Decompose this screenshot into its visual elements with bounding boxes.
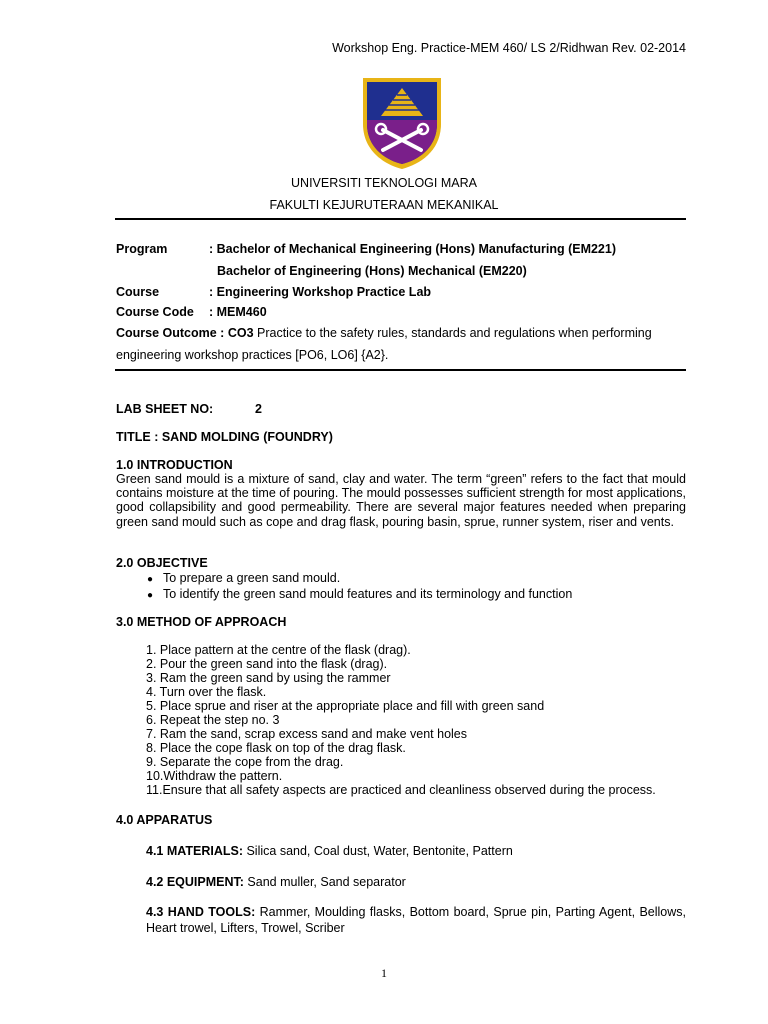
top-divider [115, 218, 686, 220]
document-header-reference: Workshop Eng. Practice-MEM 460/ LS 2/Ridhwan Rev. 02-2014 [332, 41, 686, 55]
materials-label: 4.1 MATERIALS: [146, 844, 243, 858]
program-label: Program [116, 242, 168, 256]
lab-title: TITLE : SAND MOLDING (FOUNDRY) [116, 430, 333, 444]
method-step: 1. Place pattern at the centre of the flask (drag). [146, 643, 411, 657]
course-value: : Engineering Workshop Practice Lab [209, 285, 432, 299]
course-outcome-text-continued: engineering workshop practices [PO6, LO6] {A2}. [116, 348, 389, 362]
equipment-line [146, 874, 686, 890]
hand-tools-label: 4.3 HAND TOOLS: [146, 905, 256, 919]
course-outcome-line [116, 326, 686, 340]
hand-tools-line [146, 904, 686, 936]
program-value-2: Bachelor of Engineering (Hons) Mechanical (EM220) [217, 264, 527, 278]
program-value-1: : Bachelor of Mechanical Engineering (Hons) Manufacturing (EM221) [209, 242, 616, 256]
method-step: 5. Place sprue and riser at the appropriate place and fill with green sand [146, 699, 545, 713]
objective-item-1: To prepare a green sand mould. [163, 571, 341, 585]
method-step: 11.Ensure that all safety aspects are practiced and cleanliness observed during the process. [146, 783, 656, 797]
bullet-icon: ● [147, 574, 154, 585]
method-step: 7. Ram the sand, scrap excess sand and make vent holes [146, 727, 468, 741]
faculty-name: FAKULTI KEJURUTERAAN MEKANIKAL [269, 198, 499, 212]
introduction-heading: 1.0 INTRODUCTION [116, 458, 233, 472]
method-step: 9. Separate the cope from the drag. [146, 755, 344, 769]
materials-line [146, 843, 686, 859]
apparatus-heading: 4.0 APPARATUS [116, 813, 213, 827]
method-step: 3. Ram the green sand by using the rammer [146, 671, 391, 685]
method-heading: 3.0 METHOD OF APPROACH [116, 615, 287, 629]
university-crest-logo [361, 76, 443, 170]
course-outcome-label: Course Outcome : CO3 [116, 326, 254, 340]
equipment-text: Sand muller, Sand separator [243, 875, 406, 889]
method-step: 2. Pour the green sand into the flask (drag). [146, 657, 388, 671]
course-code-label: Course Code [116, 305, 194, 319]
page-number: 1 [381, 966, 387, 980]
objective-item-2: To identify the green sand mould features and its terminology and function [163, 587, 573, 601]
method-step: 4. Turn over the flask. [146, 685, 267, 699]
bullet-icon: ● [147, 590, 154, 601]
bottom-divider [115, 369, 686, 371]
introduction-paragraph: Green sand mould is a mixture of sand, clay and water. The term “green” refers to the fact that mould contains moisture at the time of pouring. The mould possesses sufficient strength for most applications, good collapsibility and good permeability. There are several major features needed when preparing green sand mould such as cope and drag flask, pouring basin, sprue, runner system, riser and vents. [116, 472, 686, 529]
course-label: Course [116, 285, 160, 299]
university-name: UNIVERSITI TEKNOLOGI MARA [291, 176, 477, 190]
objective-heading: 2.0 OBJECTIVE [116, 556, 208, 570]
equipment-label: 4.2 EQUIPMENT: [146, 875, 244, 889]
hand-tools-text: Rammer, Moulding flasks, Bottom board, Sprue pin, Parting Agent, Bellows, Heart trowel, Lifters, Trowel, Scriber [146, 905, 686, 935]
course-code-value: : MEM460 [209, 305, 267, 319]
method-step: 10.Withdraw the pattern. [146, 769, 283, 783]
lab-sheet-label: LAB SHEET NO: [116, 402, 214, 416]
method-step: 6. Repeat the step no. 3 [146, 713, 280, 727]
course-outcome-text: Practice to the safety rules, standards and regulations when performing [253, 326, 652, 340]
lab-sheet-number: 2 [255, 402, 262, 416]
materials-text: Silica sand, Coal dust, Water, Bentonite, Pattern [243, 844, 513, 858]
method-step: 8. Place the cope flask on top of the drag flask. [146, 741, 406, 755]
